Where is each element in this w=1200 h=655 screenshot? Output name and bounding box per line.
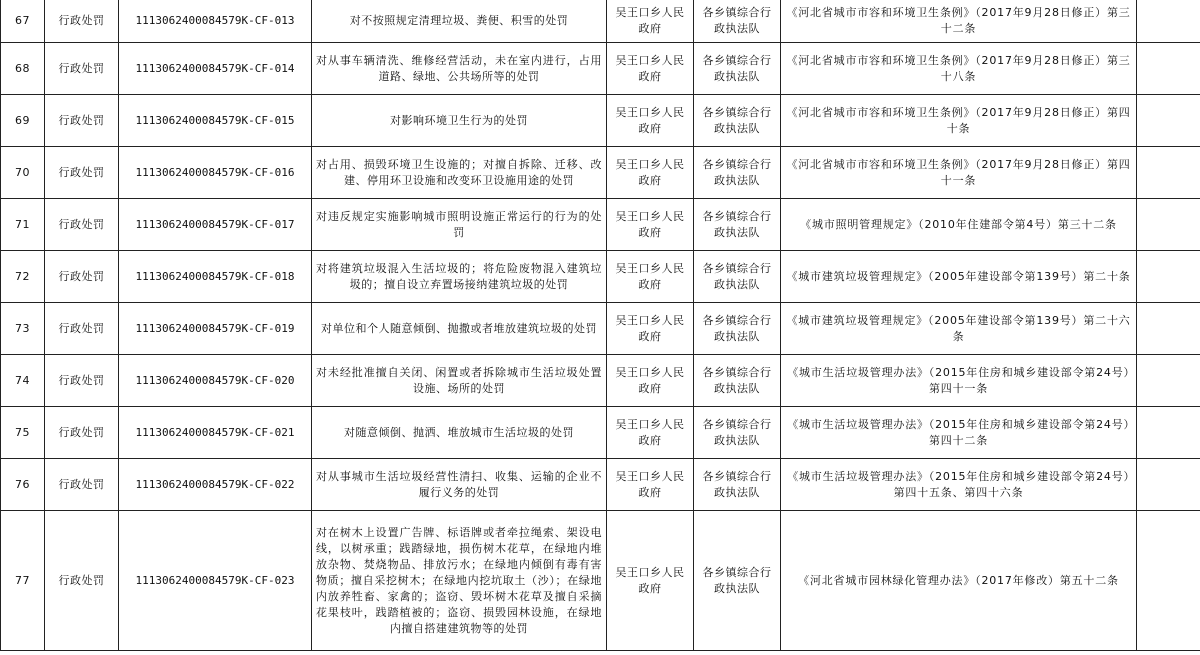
undertaking-dept-cell: 各乡镇综合行政执法队 — [694, 407, 781, 459]
undertaking-dept-cell: 各乡镇综合行政执法队 — [694, 95, 781, 147]
note-cell — [1137, 303, 1200, 355]
undertaking-dept-cell: 各乡镇综合行政执法队 — [694, 43, 781, 95]
undertaking-dept-cell: 各乡镇综合行政执法队 — [694, 251, 781, 303]
category-cell: 行政处罚 — [45, 303, 119, 355]
legal-basis-cell: 《城市生活垃圾管理办法》（2015年住房和城乡建设部令第24号）第四十五条、第四十六条 — [781, 459, 1137, 511]
item-name-cell: 对从事车辆清洗、维修经营活动，未在室内进行，占用道路、绿地、公共场所等的处罚 — [312, 43, 607, 95]
legal-basis-cell: 《城市建筑垃圾管理规定》（2005年建设部令第139号）第二十条 — [781, 251, 1137, 303]
legal-basis-cell: 《城市生活垃圾管理办法》（2015年住房和城乡建设部令第24号）第四十一条 — [781, 355, 1137, 407]
item-code-cell: 1113062400084579K-CF-014 — [119, 43, 312, 95]
note-cell — [1137, 0, 1200, 43]
category-cell: 行政处罚 — [45, 511, 119, 651]
table-row — [1, 251, 1200, 303]
implementing-subject-cell: 吴王口乡人民政府 — [607, 251, 694, 303]
table-row — [1, 95, 1200, 147]
undertaking-dept-cell: 各乡镇综合行政执法队 — [694, 459, 781, 511]
implementing-subject-cell: 吴王口乡人民政府 — [607, 43, 694, 95]
table-row — [1, 199, 1200, 251]
row-number-cell: 76 — [1, 459, 45, 511]
table-row — [1, 303, 1200, 355]
row-number-cell: 70 — [1, 147, 45, 199]
note-cell — [1137, 43, 1200, 95]
row-number-cell: 69 — [1, 95, 45, 147]
item-name-cell: 对未经批准擅自关闭、闲置或者拆除城市生活垃圾处置设施、场所的处罚 — [312, 355, 607, 407]
row-number-cell: 68 — [1, 43, 45, 95]
item-code-cell: 1113062400084579K-CF-021 — [119, 407, 312, 459]
category-cell: 行政处罚 — [45, 43, 119, 95]
item-name-cell: 对不按照规定清理垃圾、粪便、积雪的处罚 — [312, 0, 607, 43]
implementing-subject-cell: 吴王口乡人民政府 — [607, 355, 694, 407]
category-cell: 行政处罚 — [45, 251, 119, 303]
table-row — [1, 43, 1200, 95]
category-cell: 行政处罚 — [45, 355, 119, 407]
item-code-cell: 1113062400084579K-CF-020 — [119, 355, 312, 407]
note-cell — [1137, 95, 1200, 147]
legal-basis-cell: 《河北省城市市容和环境卫生条例》（2017年9月28日修正）第四十一条 — [781, 147, 1137, 199]
row-number-cell: 67 — [1, 0, 45, 43]
table-row — [1, 355, 1200, 407]
table-row — [1, 147, 1200, 199]
note-cell — [1137, 199, 1200, 251]
item-code-cell: 1113062400084579K-CF-017 — [119, 199, 312, 251]
item-name-cell: 对占用、损毁环境卫生设施的；对擅自拆除、迁移、改建、停用环卫设施和改变环卫设施用途的处罚 — [312, 147, 607, 199]
implementing-subject-cell: 吴王口乡人民政府 — [607, 303, 694, 355]
item-code-cell: 1113062400084579K-CF-015 — [119, 95, 312, 147]
note-cell — [1137, 355, 1200, 407]
row-number-cell: 72 — [1, 251, 45, 303]
undertaking-dept-cell: 各乡镇综合行政执法队 — [694, 199, 781, 251]
category-cell: 行政处罚 — [45, 459, 119, 511]
legal-basis-cell: 《河北省城市市容和环境卫生条例》（2017年9月28日修正）第三十二条 — [781, 0, 1137, 43]
item-code-cell: 1113062400084579K-CF-022 — [119, 459, 312, 511]
note-cell — [1137, 511, 1200, 651]
legal-basis-cell: 《河北省城市园林绿化管理办法》（2017年修改）第五十二条 — [781, 511, 1137, 651]
note-cell — [1137, 459, 1200, 511]
category-cell: 行政处罚 — [45, 95, 119, 147]
implementing-subject-cell: 吴王口乡人民政府 — [607, 511, 694, 651]
category-cell: 行政处罚 — [45, 147, 119, 199]
implementing-subject-cell: 吴王口乡人民政府 — [607, 95, 694, 147]
implementing-subject-cell: 吴王口乡人民政府 — [607, 199, 694, 251]
table-row — [1, 407, 1200, 459]
note-cell — [1137, 147, 1200, 199]
item-name-cell: 对随意倾倒、抛洒、堆放城市生活垃圾的处罚 — [312, 407, 607, 459]
item-code-cell: 1113062400084579K-CF-013 — [119, 0, 312, 43]
row-number-cell: 77 — [1, 511, 45, 651]
category-cell: 行政处罚 — [45, 407, 119, 459]
table-row — [1, 0, 1200, 43]
undertaking-dept-cell: 各乡镇综合行政执法队 — [694, 303, 781, 355]
category-cell: 行政处罚 — [45, 0, 119, 43]
legal-basis-cell: 《城市建筑垃圾管理规定》（2005年建设部令第139号）第二十六条 — [781, 303, 1137, 355]
item-name-cell: 对从事城市生活垃圾经营性清扫、收集、运输的企业不履行义务的处罚 — [312, 459, 607, 511]
legal-basis-cell: 《河北省城市市容和环境卫生条例》（2017年9月28日修正）第三十八条 — [781, 43, 1137, 95]
category-cell: 行政处罚 — [45, 199, 119, 251]
undertaking-dept-cell: 各乡镇综合行政执法队 — [694, 147, 781, 199]
item-name-cell: 对在树木上设置广告牌、标语牌或者牵拉绳索、架设电线，以树承重；践踏绿地，损伤树木花草，在绿地内堆放杂物、焚烧物品、排放污水；在绿地内倾倒有毒有害物质；擅自采挖树木；在绿地内挖坑取土（沙）；在绿地内放养牲畜、家禽的；盗窃、毁坏树木花草及擅自采摘花果枝叶，践踏植被的；盗窃、损毁园林设施，在绿地内擅自搭建建筑物等的处罚 — [312, 511, 607, 651]
row-number-cell: 73 — [1, 303, 45, 355]
undertaking-dept-cell: 各乡镇综合行政执法队 — [694, 0, 781, 43]
note-cell — [1137, 251, 1200, 303]
item-name-cell: 对违反规定实施影响城市照明设施正常运行的行为的处罚 — [312, 199, 607, 251]
implementing-subject-cell: 吴王口乡人民政府 — [607, 459, 694, 511]
legal-basis-cell: 《河北省城市市容和环境卫生条例》（2017年9月28日修正）第四十条 — [781, 95, 1137, 147]
item-code-cell: 1113062400084579K-CF-023 — [119, 511, 312, 651]
legal-basis-cell: 《城市生活垃圾管理办法》（2015年住房和城乡建设部令第24号）第四十二条 — [781, 407, 1137, 459]
row-number-cell: 74 — [1, 355, 45, 407]
note-cell — [1137, 407, 1200, 459]
table-row — [1, 511, 1200, 651]
implementing-subject-cell: 吴王口乡人民政府 — [607, 147, 694, 199]
item-name-cell: 对单位和个人随意倾倒、抛撒或者堆放建筑垃圾的处罚 — [312, 303, 607, 355]
item-code-cell: 1113062400084579K-CF-018 — [119, 251, 312, 303]
item-code-cell: 1113062400084579K-CF-016 — [119, 147, 312, 199]
implementing-subject-cell: 吴王口乡人民政府 — [607, 407, 694, 459]
item-code-cell: 1113062400084579K-CF-019 — [119, 303, 312, 355]
legal-basis-cell: 《城市照明管理规定》（2010年住建部令第4号）第三十二条 — [781, 199, 1137, 251]
implementing-subject-cell: 吴王口乡人民政府 — [607, 0, 694, 43]
row-number-cell: 75 — [1, 407, 45, 459]
item-name-cell: 对将建筑垃圾混入生活垃圾的；将危险废物混入建筑垃圾的；擅自设立弃置场接纳建筑垃圾的处罚 — [312, 251, 607, 303]
undertaking-dept-cell: 各乡镇综合行政执法队 — [694, 511, 781, 651]
undertaking-dept-cell: 各乡镇综合行政执法队 — [694, 355, 781, 407]
item-name-cell: 对影响环境卫生行为的处罚 — [312, 95, 607, 147]
row-number-cell: 71 — [1, 199, 45, 251]
table-row — [1, 459, 1200, 511]
